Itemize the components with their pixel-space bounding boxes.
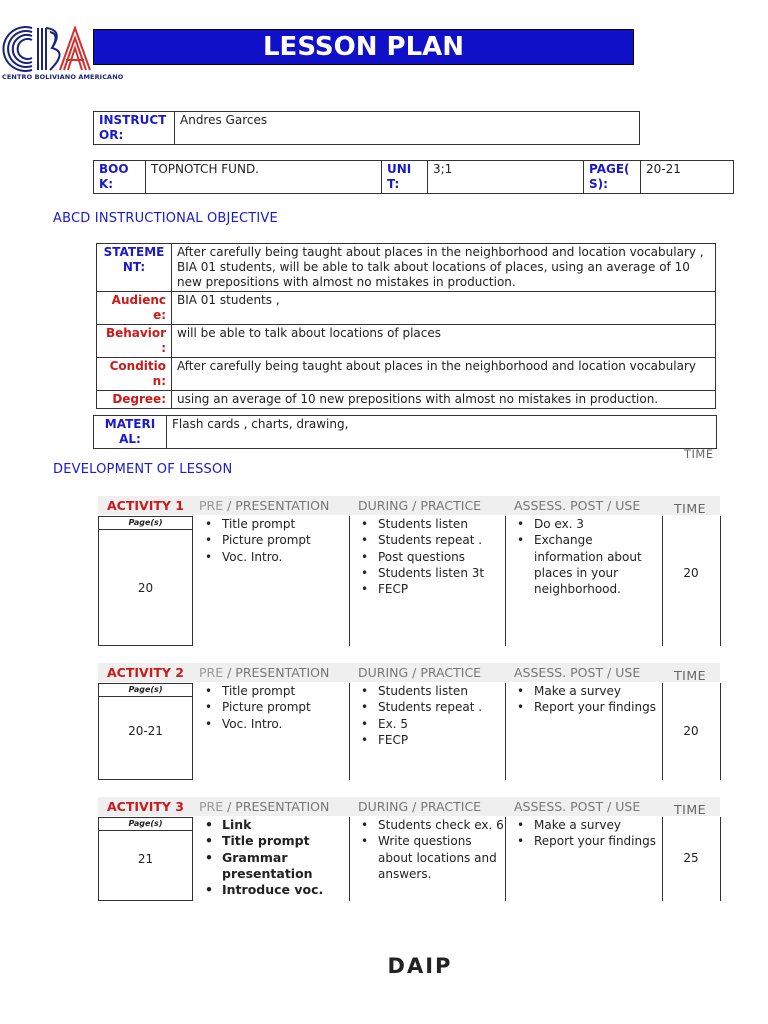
pages-value: 20-21 [128,724,163,738]
presentation-label: / PRESENTATION [223,498,330,513]
page-title: LESSON PLAN [93,29,634,65]
behavior-value: will be able to talk about locations of places [172,325,716,358]
list-item: • Voc. Intro. [222,549,349,565]
materials-value: Flash cards , charts, drawing, [167,416,717,449]
list-item: • Students repeat . [378,699,506,715]
time-value: 25 [683,851,699,865]
presentation-label: / PRESENTATION [223,665,330,680]
pages-label: Page(s) [99,818,192,831]
pages-value: 21 [137,852,154,866]
logo-subtitle: CENTRO BOLIVIANO AMERICANO [2,73,124,81]
pages-value: 20 [137,581,154,595]
list-item: • Students repeat . [378,532,506,548]
list-item: • Post questions [378,549,506,565]
pages-box [98,683,193,780]
degree-value: using an average of 10 new prepositions with almost no mistakes in production. [172,391,716,409]
list-item: • Write questions about locations and answers. [378,833,506,882]
activity-header [98,496,720,515]
during-label: DURING / PRACTICE [358,799,482,814]
time-column [662,683,721,780]
condition-value: After carefully being taught about places in the neighborhood and location vocabulary [172,358,716,391]
list-item: • FECP [378,581,506,597]
time-column [662,817,721,901]
time-value: 20 [683,724,699,738]
materials-label: MATERI AL: [94,416,167,449]
audience-label: Audienc e: [97,292,172,325]
statement-value: After carefully being taught about places in the neighborhood and location vocabulary , BIA 01 students, will be able to talk about locations of places, using an average of 10 new prepositions with almost no mistakes in production. [172,244,716,292]
list-item: • Ex. 5 [378,716,506,732]
activity-grid [98,516,721,646]
condition-label: Conditio n: [97,358,172,391]
list-item: • Make a survey [534,817,662,833]
during-label: DURING / PRACTICE [358,498,482,513]
activity-grid [98,817,721,901]
materials-table [93,415,717,449]
time-header: TIME [674,802,707,817]
statement-label: STATEME NT: [97,244,172,292]
behavior-label: Behavior : [97,325,172,358]
list-item: • Students listen [378,683,506,699]
footer-title: DAIP [387,954,453,978]
pre-column [194,683,349,780]
pre-label: PRE [199,665,224,680]
pages-box [98,817,193,901]
during-column [349,817,506,901]
development-heading: DEVELOPMENT OF LESSON [53,462,233,477]
assess-label: ASSESS. POST / USE [514,498,641,513]
instructor-table [93,111,640,145]
time-column [662,516,721,646]
list-item: • Students listen [378,516,506,532]
activity-header [98,797,720,816]
assess-column [505,516,663,646]
list-item: • Students listen 3t [378,565,506,581]
assess-column [505,683,663,780]
presentation-label: / PRESENTATION [223,799,330,814]
list-item: • Link [222,817,349,833]
time-header: TIME [674,501,707,516]
during-column [349,516,506,646]
activity-header [98,663,720,682]
list-item: • Report your findings [534,699,662,715]
instructor-value: Andres Garces [175,112,640,145]
book-label: BOO K: [94,161,146,194]
objective-heading: ABCD INSTRUCTIONAL OBJECTIVE [53,211,278,226]
time-header: TIME [674,668,707,683]
list-item: • Report your findings [534,833,662,849]
pre-label: PRE [199,799,224,814]
instructor-label: INSTRUCT OR: [94,112,175,145]
degree-label: Degree: [97,391,172,409]
activity-grid [98,683,721,780]
list-item: • Title prompt [222,516,349,532]
during-label: DURING / PRACTICE [358,665,482,680]
book-value: TOPNOTCH FUND. [146,161,382,194]
list-item: • Students check ex. 6 [378,817,506,833]
unit-label: UNI T: [382,161,428,194]
activity-title: ACTIVITY 2 [107,665,184,680]
assess-label: ASSESS. POST / USE [514,799,641,814]
list-item: • FECP [378,732,506,748]
list-item: • Title prompt [222,833,349,849]
pages-label: PAGE( S): [584,161,641,194]
list-item: • Do ex. 3 [534,516,662,532]
pre-column [194,516,349,646]
during-column [349,683,506,780]
list-item: • Voc. Intro. [222,716,349,732]
pages-label: Page(s) [99,517,192,530]
list-item: • Make a survey [534,683,662,699]
list-item: • Picture prompt [222,699,349,715]
list-item: • Grammar presentation [222,850,349,883]
assess-label: ASSESS. POST / USE [514,665,641,680]
pages-label: Page(s) [99,684,192,697]
activity-title: ACTIVITY 1 [107,498,184,513]
pages-box [98,516,193,646]
list-item: • Introduce voc. [222,882,349,898]
objective-table [96,243,716,409]
time-label: TIME [684,447,714,461]
pre-column [194,817,349,901]
audience-value: BIA 01 students , [172,292,716,325]
assess-column [505,817,663,901]
list-item: • Title prompt [222,683,349,699]
pre-label: PRE [199,498,224,513]
activity-title: ACTIVITY 3 [107,799,184,814]
time-value: 20 [683,566,699,580]
book-table [93,160,734,194]
list-item: • Picture prompt [222,532,349,548]
list-item: • Exchange information about places in your neighborhood. [534,532,662,597]
pages-value: 20-21 [641,161,734,194]
unit-value: 3;1 [428,161,584,194]
